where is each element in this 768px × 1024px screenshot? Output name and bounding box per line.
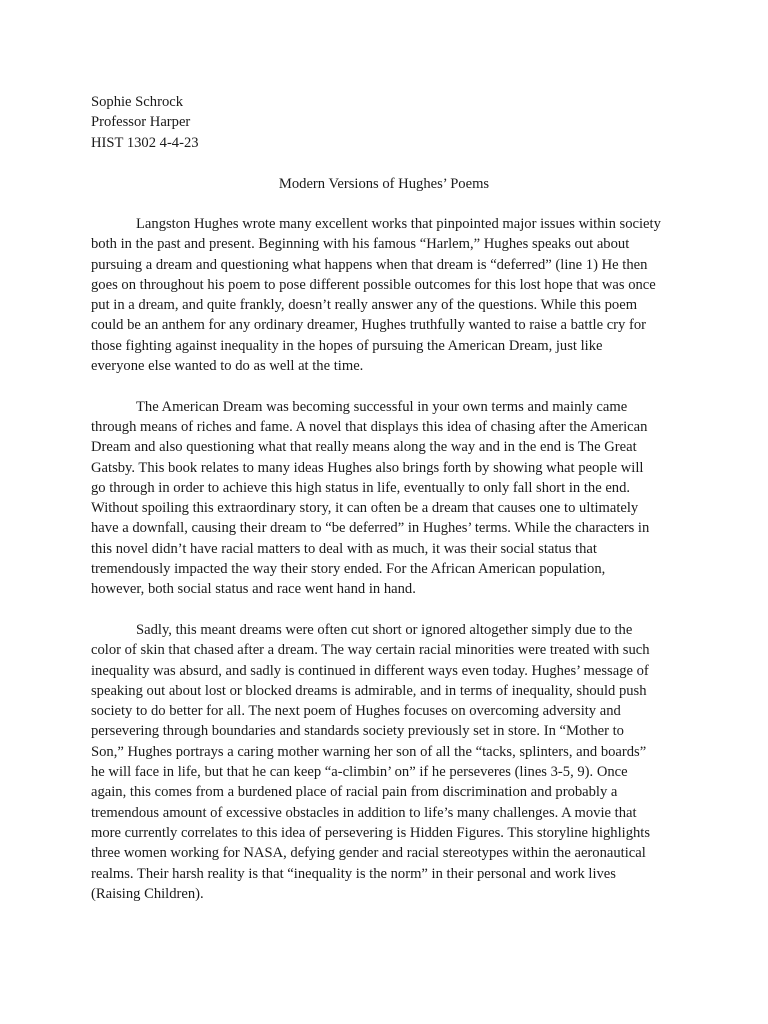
paragraph-line: inequality was absurd, and sadly is continued in different ways even today. Hughes’ message of [91,662,649,679]
paragraph-line: both in the past and present. Beginning with his famous “Harlem,” Hughes speaks out about [91,236,630,253]
paragraph-line: put in a dream, and quite frankly, doesn’t really answer any of the questions. While this poem [91,297,638,314]
paragraph-line: Langston Hughes wrote many excellent works that pinpointed major issues within society [136,216,661,232]
paragraph [91,214,701,376]
paragraph-line: through means of riches and fame. A novel that displays this idea of chasing after the American [91,418,648,435]
paragraph-line: (Raising Children). [91,885,204,902]
paragraph-line: Gatsby. This book relates to many ideas Hughes also brings forth by showing what people will [91,459,644,476]
paragraph-line: everyone else wanted to do as well at the time. [91,358,364,375]
paragraph-line: color of skin that chased after a dream. The way certain racial minorities were treated with such [91,642,650,659]
essay-title: Modern Versions of Hughes’ Poems [278,176,490,192]
paragraph-line: The American Dream was becoming successful in your own terms and mainly came [136,398,628,415]
professor-name: Professor Harper [91,114,191,131]
paragraph-line: three women working for NASA, defying gender and racial stereotypes within the aeronautical [91,845,646,862]
paragraph-line: go through in order to achieve this high status in life, eventually to only fall short in the end. [91,479,631,496]
author-name: Sophie Schrock [91,94,184,110]
paragraph-line: those fighting against inequality in the hopes of pursuing the American Dream, just like [91,337,603,354]
paragraph-line: Dream and also questioning what that really means along the way and in the end is The Great [91,439,637,456]
paragraph-line: Without spoiling this extraordinary story, it can often be a dream that causes one to ultimately [91,500,639,517]
paragraph [91,620,701,904]
paragraph-line: could be an anthem for any ordinary dreamer, Hughes truthfully wanted to raise a battle cry for [91,317,646,334]
paragraph-line: persevering through boundaries and standards society previously set in store. In “Mother to [91,723,624,740]
paragraph-line: however, both social status and race went hand in hand. [91,581,416,598]
paragraph-line: Sadly, this meant dreams were often cut short or ignored altogether simply due to the [136,621,633,638]
paragraph-line: realms. Their harsh reality is that “inequality is the norm” in their personal and work lives [91,865,616,882]
paragraph-line: he will face in life, but that he can keep “a-climbin’ on” if he perseveres (lines 3-5, 9). Once [91,764,628,781]
paragraph-line: society to do better for all. The next poem of Hughes focuses on overcoming adversity and [91,703,621,720]
paragraph-line: speaking out about lost or blocked dreams is admirable, and in terms of inequality, should push [91,682,647,699]
paragraph-line: Son,” Hughes portrays a caring mother warning her son of all the “tacks, splinters, and boards” [91,743,647,760]
paragraph-line: tremendous amount of excessive obstacles in addition to life’s many challenges. A movie that [91,804,637,821]
paragraph-line: tremendously impacted the way their story ended. For the African American population, [91,561,606,578]
paragraph-line: goes on throughout his poem to pose different possible outcomes for this lost hope that was once [91,276,656,293]
paragraph-line: this novel didn’t have racial matters to deal with as much, it was their social status that [91,540,597,557]
paragraph [91,397,701,600]
paragraph-line: have a downfall, causing their dream to “be deferred” in Hughes’ terms. While the characters in [91,520,650,537]
paragraph-line: pursuing a dream and questioning what happens when that dream is “deferred” (line 1) He then [91,256,648,273]
course-date: HIST 1302 4-4-23 [91,134,199,151]
header-block [91,92,691,153]
paragraph-line: again, this comes from a burdened place of racial pain from discrimination and probably a [91,784,618,801]
essay-body [91,214,701,924]
paragraph-line: more currently correlates to this idea of persevering is Hidden Figures. This storyline highlights [91,824,651,841]
